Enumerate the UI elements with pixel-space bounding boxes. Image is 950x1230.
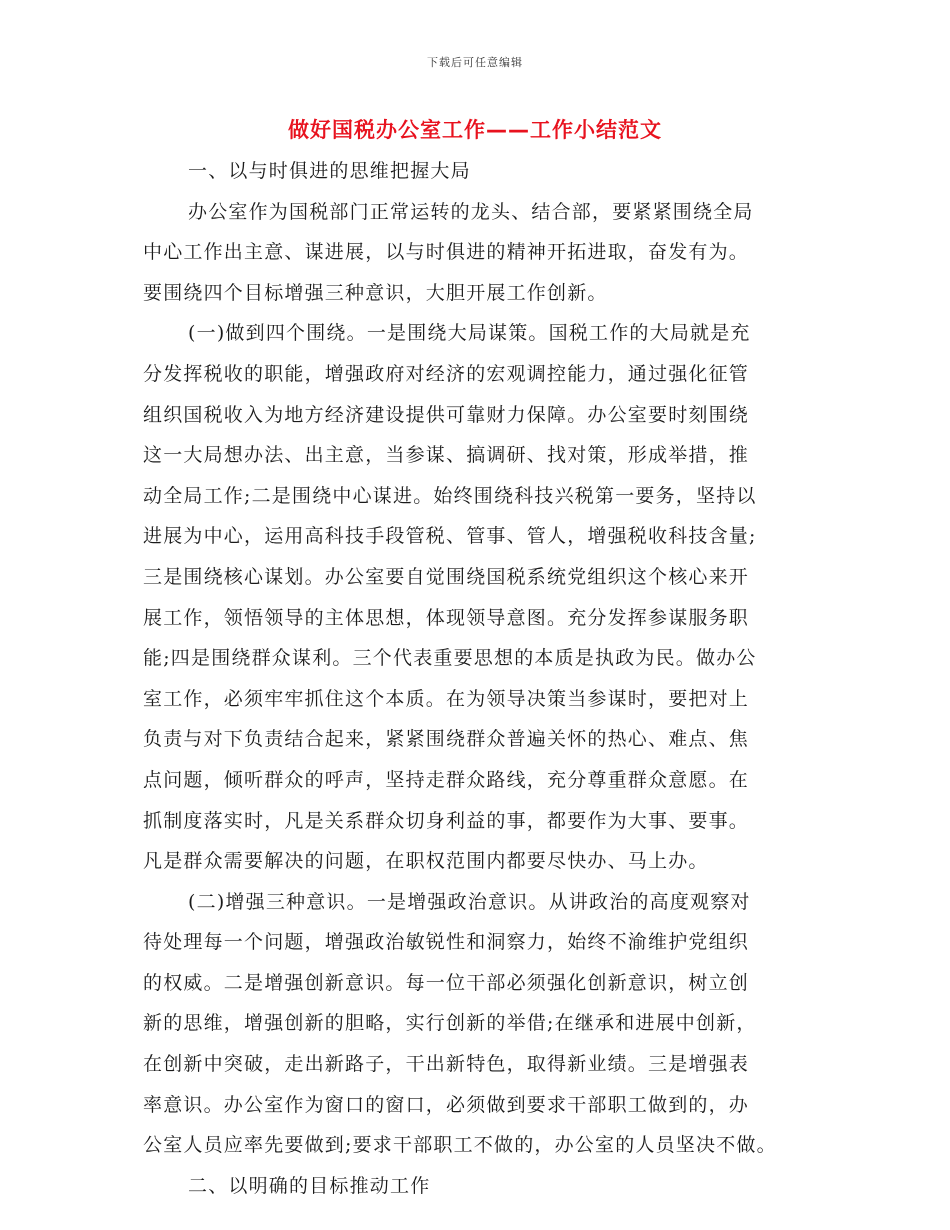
text-line: 在创新中突破，走出新路子，干出新特色，取得新业绩。三是增强表	[143, 1053, 750, 1076]
text-line: 二、以明确的目标推动工作	[188, 1174, 431, 1197]
text-line: 点问题，倾听群众的呼声，坚持走群众路线，充分尊重群众意愿。在	[143, 768, 750, 791]
header-note: 下载后可任意编辑	[427, 56, 523, 69]
text-line: 三是围绕核心谋划。办公室要自觉围绕国税系统党组织这个核心来开	[143, 565, 750, 588]
text-line: 办公室作为国税部门正常运转的龙头、结合部，要紧紧围绕全局	[188, 200, 754, 223]
text-line: 要围绕四个目标增强三种意识，大胆开展工作创新。	[143, 281, 608, 304]
text-line: 动全局工作;二是围绕中心谋进。始终围绕科技兴税第一要务，坚持以	[143, 484, 757, 507]
text-line: 进展为中心，运用高科技手段管税、管事、管人，增强税收科技含量;	[143, 525, 757, 548]
document-body	[143, 151, 819, 1206]
document-title: 做好国税办公室工作——工作小结范文	[288, 118, 662, 142]
text-line: 的权威。二是增强创新意识。每一位干部必须强化创新意识，树立创	[143, 971, 750, 994]
text-line: (一)做到四个围绕。一是围绕大局谋策。国税工作的大局就是充	[188, 322, 751, 345]
text-line: 负责与对下负责结合起来，紧紧围绕群众普遍关怀的热心、难点、焦	[143, 728, 750, 751]
text-line: 公室人员应率先要做到;要求干部职工不做的，办公室的人员坚决不做。	[143, 1134, 777, 1157]
text-line: 这一大局想办法、出主意，当参谋、搞调研、找对策，形成举措，推	[143, 444, 750, 467]
text-line: 中心工作出主意、谋进展，以与时俱进的精神开拓进取，奋发有为。	[143, 241, 750, 264]
text-line: 室工作，必须牢牢抓住这个本质。在为领导决策当参谋时，要把对上	[143, 687, 750, 710]
text-line: 新的思维，增强创新的胆略，实行创新的举借;在继承和进展中创新，	[143, 1012, 757, 1035]
text-line: 分发挥税收的职能，增强政府对经济的宏观调控能力，通过强化征管	[143, 362, 750, 385]
text-line: 待处理每一个问题，增强政治敏锐性和洞察力，始终不渝维护党组织	[143, 931, 750, 954]
text-line: 率意识。办公室作为窗口的窗口，必须做到要求干部职工做到的，办	[143, 1093, 750, 1116]
text-line: 展工作，领悟领导的主体思想，体现领导意图。充分发挥参谋服务职	[143, 606, 750, 629]
text-line: 组织国税收入为地方经济建设提供可靠财力保障。办公室要时刻围绕	[143, 403, 750, 426]
text-line: 一、以与时俱进的思维把握大局	[188, 160, 471, 182]
text-line: 凡是群众需要解决的问题，在职权范围内都要尽快办、马上办。	[143, 850, 709, 873]
text-line: (二)增强三种意识。一是增强政治意识。从讲政治的高度观察对	[188, 890, 751, 913]
text-line: 抓制度落实时，凡是关系群众切身利益的事，都要作为大事、要事。	[143, 809, 750, 832]
text-line: 能;四是围绕群众谋利。三个代表重要思想的本质是执政为民。做办公	[143, 647, 757, 670]
